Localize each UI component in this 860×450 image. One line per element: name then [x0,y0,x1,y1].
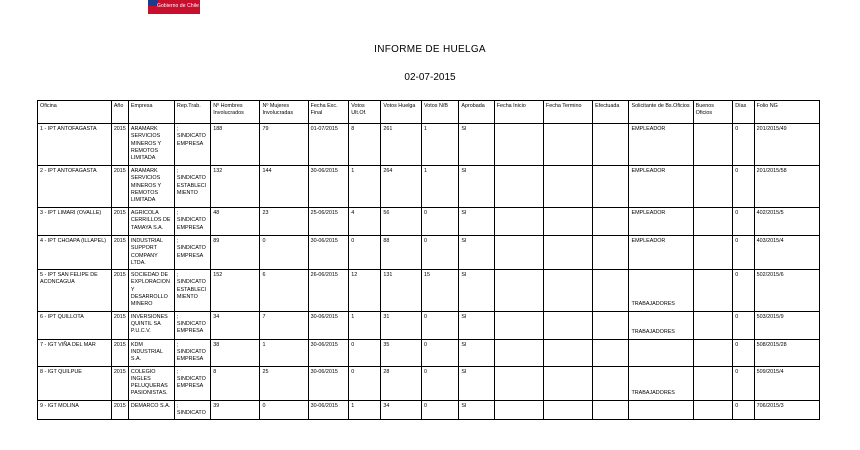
cell-hombres: 38 [211,339,260,366]
cell-dias: 0 [733,339,754,366]
column-header: Días [733,101,754,124]
cell-folio: 509/2015/4 [754,366,819,400]
cell-votos-ult: 0 [349,366,381,400]
cell-votos-nb: 0 [421,339,458,366]
cell-buenos [693,339,733,366]
cell-votos-nb: 1 [421,124,458,166]
cell-mujeres: 6 [260,270,308,311]
cell-votos-nb: 15 [421,270,458,311]
cell-mujeres: 7 [260,311,308,339]
table-row [38,236,820,270]
table-row [38,366,820,400]
column-header: Rep.Trab. [174,101,210,124]
cell-votos-ult: 4 [349,208,381,236]
cell-votos-nb: 0 [421,208,458,236]
cell-inicio [494,339,543,366]
column-header: Oficina [38,101,112,124]
cell-solicitante: TRABAJADORES [629,270,693,311]
cell-oficina: 6 - IPT QUILLOTA [38,311,112,339]
cell-dias: 0 [733,311,754,339]
cell-votos-ult: 8 [349,124,381,166]
cell-termino [543,400,592,420]
cell-folio: 402/2015/5 [754,208,819,236]
cell-mujeres: 79 [260,124,308,166]
cell-efectuada [593,166,629,208]
cell-oficina: 9 - IGT MOLINA [38,400,112,420]
cell-hombres: 34 [211,311,260,339]
cell-solicitante [629,400,693,420]
cell-inicio [494,166,543,208]
cell-solicitante: EMPLEADOR [629,124,693,166]
cell-inicio [494,124,543,166]
cell-anio: 2015 [111,166,128,208]
cell-votos-nb: 0 [421,236,458,270]
cell-hombres: 8 [211,366,260,400]
column-header: Aprobada [459,101,494,124]
cell-folio: 503/2015/9 [754,311,819,339]
cell-aprobada: SI [459,311,494,339]
cell-folio: 706/2015/3 [754,400,819,420]
cell-anio: 2015 [111,339,128,366]
cell-folio: 201/2015/49 [754,124,819,166]
cell-empresa: DEMARCO S.A. [128,400,174,420]
cell-hombres: 132 [211,166,260,208]
cell-mujeres: 144 [260,166,308,208]
cell-anio: 2015 [111,366,128,400]
cell-fecha: 30-06/2015 [308,311,349,339]
cell-inicio [494,400,543,420]
cell-votos-ult: 1 [349,400,381,420]
cell-aprobada: SI [459,339,494,366]
cell-fecha: 25-06/2015 [308,208,349,236]
cell-fecha: 30-06/2015 [308,166,349,208]
column-header: Fecha Exc. Final [308,101,349,124]
cell-dias: 0 [733,366,754,400]
cell-oficina: 4 - IPT CHOAPA (ILLAPEL) [38,236,112,270]
cell-buenos [693,270,733,311]
cell-aprobada: SI [459,236,494,270]
cell-empresa: AGRICOLA CERRILLOS DE TAMAYA S.A. [128,208,174,236]
cell-folio: 201/2015/58 [754,166,819,208]
table-row [38,270,820,311]
cell-buenos [693,400,733,420]
column-header: Votos N/B [421,101,458,124]
table-row [38,339,820,366]
cell-efectuada [593,311,629,339]
cell-folio: 502/2015/6 [754,270,819,311]
cell-hombres: 89 [211,236,260,270]
cell-votos-ult: 0 [349,339,381,366]
cell-votos-huelga: 35 [381,339,422,366]
cell-efectuada [593,366,629,400]
cell-hombres: 152 [211,270,260,311]
column-header: Efectuada [593,101,629,124]
cell-fecha: 30-06/2015 [308,339,349,366]
cell-efectuada [593,270,629,311]
cell-aprobada: SI [459,366,494,400]
cell-anio: 2015 [111,236,128,270]
cell-rep: ; SINDICATO EMPRESA [174,366,210,400]
cell-empresa: INDUSTRIAL SUPPORT COMPANY LTDA. [128,236,174,270]
cell-empresa: SOCIEDAD DE EXPLORACION Y DESARROLLO MINERO [128,270,174,311]
cell-fecha: 30-06/2015 [308,366,349,400]
cell-dias: 0 [733,166,754,208]
table-row [38,124,820,166]
cell-dias: 0 [733,208,754,236]
cell-aprobada: SI [459,208,494,236]
column-header: Año [111,101,128,124]
cell-fecha: 30-06/2015 [308,400,349,420]
cell-votos-huelga: 88 [381,236,422,270]
table-row [38,166,820,208]
cell-mujeres: 23 [260,208,308,236]
cell-rep: ; SINDICATO ESTABLECIMIENTO [174,270,210,311]
cell-termino [543,236,592,270]
cell-aprobada: SI [459,166,494,208]
cell-hombres: 39 [211,400,260,420]
table-row [38,400,820,420]
cell-empresa: COLEGIO INGLES PELUQUERAS PASIONISTAS. [128,366,174,400]
cell-hombres: 188 [211,124,260,166]
cell-oficina: 5 - IPT SAN FELIPE DE ACONCAGUA [38,270,112,311]
cell-rep: ; SINDICATO EMPRESA [174,124,210,166]
cell-empresa: KDM INDUSTRIAL S.A. [128,339,174,366]
cell-aprobada: SI [459,124,494,166]
cell-oficina: 2 - IPT ANTOFAGASTA [38,166,112,208]
cell-votos-nb: 0 [421,366,458,400]
cell-fecha: 01-07/2015 [308,124,349,166]
cell-buenos [693,311,733,339]
cell-votos-huelga: 28 [381,366,422,400]
cell-termino [543,166,592,208]
cell-dias: 0 [733,400,754,420]
cell-solicitante: TRABAJADORES [629,311,693,339]
cell-oficina: 8 - IGT QUILPUE [38,366,112,400]
cell-votos-huelga: 261 [381,124,422,166]
strike-report-table [37,100,820,420]
column-header: Votos Huelga [381,101,422,124]
cell-solicitante: EMPLEADOR [629,166,693,208]
cell-votos-huelga: 131 [381,270,422,311]
cell-inicio [494,366,543,400]
cell-termino [543,311,592,339]
cell-votos-nb: 0 [421,400,458,420]
cell-rep: ; SINDICATO EMPRESA [174,311,210,339]
cell-mujeres: 1 [260,339,308,366]
cell-hombres: 48 [211,208,260,236]
cell-inicio [494,270,543,311]
cell-rep: ; SINDICATO EMPRESA [174,236,210,270]
cell-solicitante [629,339,693,366]
cell-anio: 2015 [111,270,128,311]
cell-votos-ult: 1 [349,166,381,208]
cell-votos-nb: 1 [421,166,458,208]
column-header: Solicitante de Bs.Oficios [629,101,693,124]
cell-efectuada [593,208,629,236]
table-header-row [38,101,820,124]
cell-rep: ; SINDICATO ESTABLECIMIENTO [174,166,210,208]
cell-inicio [494,208,543,236]
column-header: Empresa [128,101,174,124]
cell-votos-huelga: 264 [381,166,422,208]
cell-solicitante: TRABAJADORES [629,366,693,400]
cell-efectuada [593,400,629,420]
cell-termino [543,366,592,400]
cell-termino [543,339,592,366]
cell-termino [543,208,592,236]
cell-votos-nb: 0 [421,311,458,339]
cell-buenos [693,208,733,236]
column-header: Buenos Oficios [693,101,733,124]
cell-dias: 0 [733,124,754,166]
cell-aprobada: SI [459,270,494,311]
cell-solicitante: EMPLEADOR [629,208,693,236]
column-header: Nº Mujeres Involucradas [260,101,308,124]
cell-buenos [693,236,733,270]
cell-buenos [693,166,733,208]
column-header: Nº Hombres Involucrados [211,101,260,124]
cell-empresa: ARAMARK SERVICIOS MINEROS Y REMOTOS LIMITADA [128,124,174,166]
cell-votos-ult: 12 [349,270,381,311]
cell-votos-huelga: 31 [381,311,422,339]
column-header: Votos Ult.Of. [349,101,381,124]
cell-efectuada [593,339,629,366]
cell-rep: ; SINDICATO EMPRESA [174,339,210,366]
report-title: INFORME DE HUELGA [374,44,486,55]
cell-rep: ; SINDICATO EMPRESA [174,208,210,236]
cell-anio: 2015 [111,124,128,166]
cell-fecha: 30-06/2015 [308,236,349,270]
column-header: Folio NG [754,101,819,124]
cell-votos-ult: 0 [349,236,381,270]
cell-termino [543,270,592,311]
cell-oficina: 7 - IGT VIÑA DEL MAR [38,339,112,366]
cell-inicio [494,311,543,339]
cell-efectuada [593,124,629,166]
cell-anio: 2015 [111,208,128,236]
cell-mujeres: 25 [260,366,308,400]
cell-rep: ; SINDICATO [174,400,210,420]
cell-empresa: ARAMARK SERVICIOS MINEROS Y REMOTOS LIMITADA [128,166,174,208]
cell-fecha: 26-06/2015 [308,270,349,311]
cell-empresa: INVERSIONES QUINTIL SA P.U.C.V. [128,311,174,339]
logo-text: Gobierno de Chile [157,3,200,9]
column-header: Fecha Termino [543,101,592,124]
cell-folio: 508/2015/28 [754,339,819,366]
cell-oficina: 3 - IPT LIMARI (OVALLE) [38,208,112,236]
table-body [38,124,820,420]
cell-efectuada [593,236,629,270]
cell-votos-huelga: 34 [381,400,422,420]
cell-solicitante: EMPLEADOR [629,236,693,270]
cell-dias: 0 [733,270,754,311]
table-row [38,311,820,339]
report-date: 02-07-2015 [404,72,456,83]
cell-anio: 2015 [111,311,128,339]
government-logo [148,0,200,14]
cell-anio: 2015 [111,400,128,420]
cell-mujeres: 0 [260,236,308,270]
table-row [38,208,820,236]
cell-termino [543,124,592,166]
cell-mujeres: 0 [260,400,308,420]
cell-oficina: 1 - IPT ANTOFAGASTA [38,124,112,166]
cell-dias: 0 [733,236,754,270]
cell-aprobada: SI [459,400,494,420]
cell-folio: 403/2015/4 [754,236,819,270]
cell-inicio [494,236,543,270]
cell-votos-huelga: 56 [381,208,422,236]
cell-votos-ult: 1 [349,311,381,339]
cell-buenos [693,124,733,166]
column-header: Fecha Inicio [494,101,543,124]
cell-buenos [693,366,733,400]
